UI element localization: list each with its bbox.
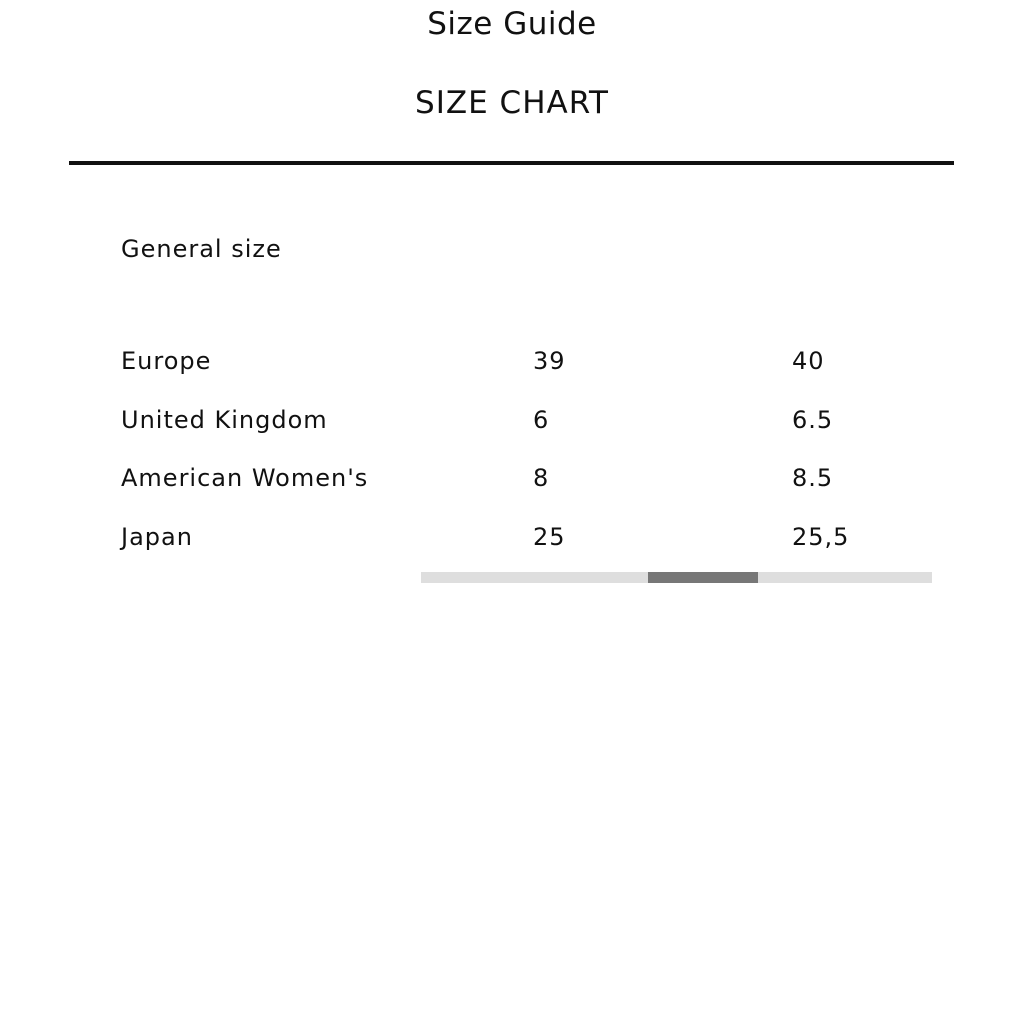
region-label: Japan — [121, 522, 193, 551]
table-row — [121, 391, 931, 450]
size-value: 25 — [533, 522, 566, 551]
size-value: 25,5 — [792, 522, 850, 551]
size-value: 40 — [792, 347, 825, 376]
table-row — [121, 449, 931, 508]
page-title: Size Guide — [427, 6, 597, 42]
size-value: 8.5 — [792, 464, 834, 493]
scrollbar-thumb[interactable] — [648, 572, 758, 583]
region-label: United Kingdom — [121, 405, 328, 434]
table-row — [121, 332, 931, 391]
size-value: 8 — [533, 464, 550, 493]
size-value: 39 — [533, 347, 566, 376]
region-label: Europe — [121, 347, 212, 376]
size-chart-heading: SIZE CHART — [415, 85, 609, 121]
horizontal-scrollbar[interactable] — [421, 572, 932, 583]
size-table — [121, 332, 931, 566]
section-title: General size — [121, 235, 282, 263]
size-value: 6.5 — [792, 405, 834, 434]
table-row — [121, 508, 931, 567]
size-value: 6 — [533, 405, 550, 434]
region-label: American Women's — [121, 464, 369, 493]
divider — [69, 161, 954, 165]
